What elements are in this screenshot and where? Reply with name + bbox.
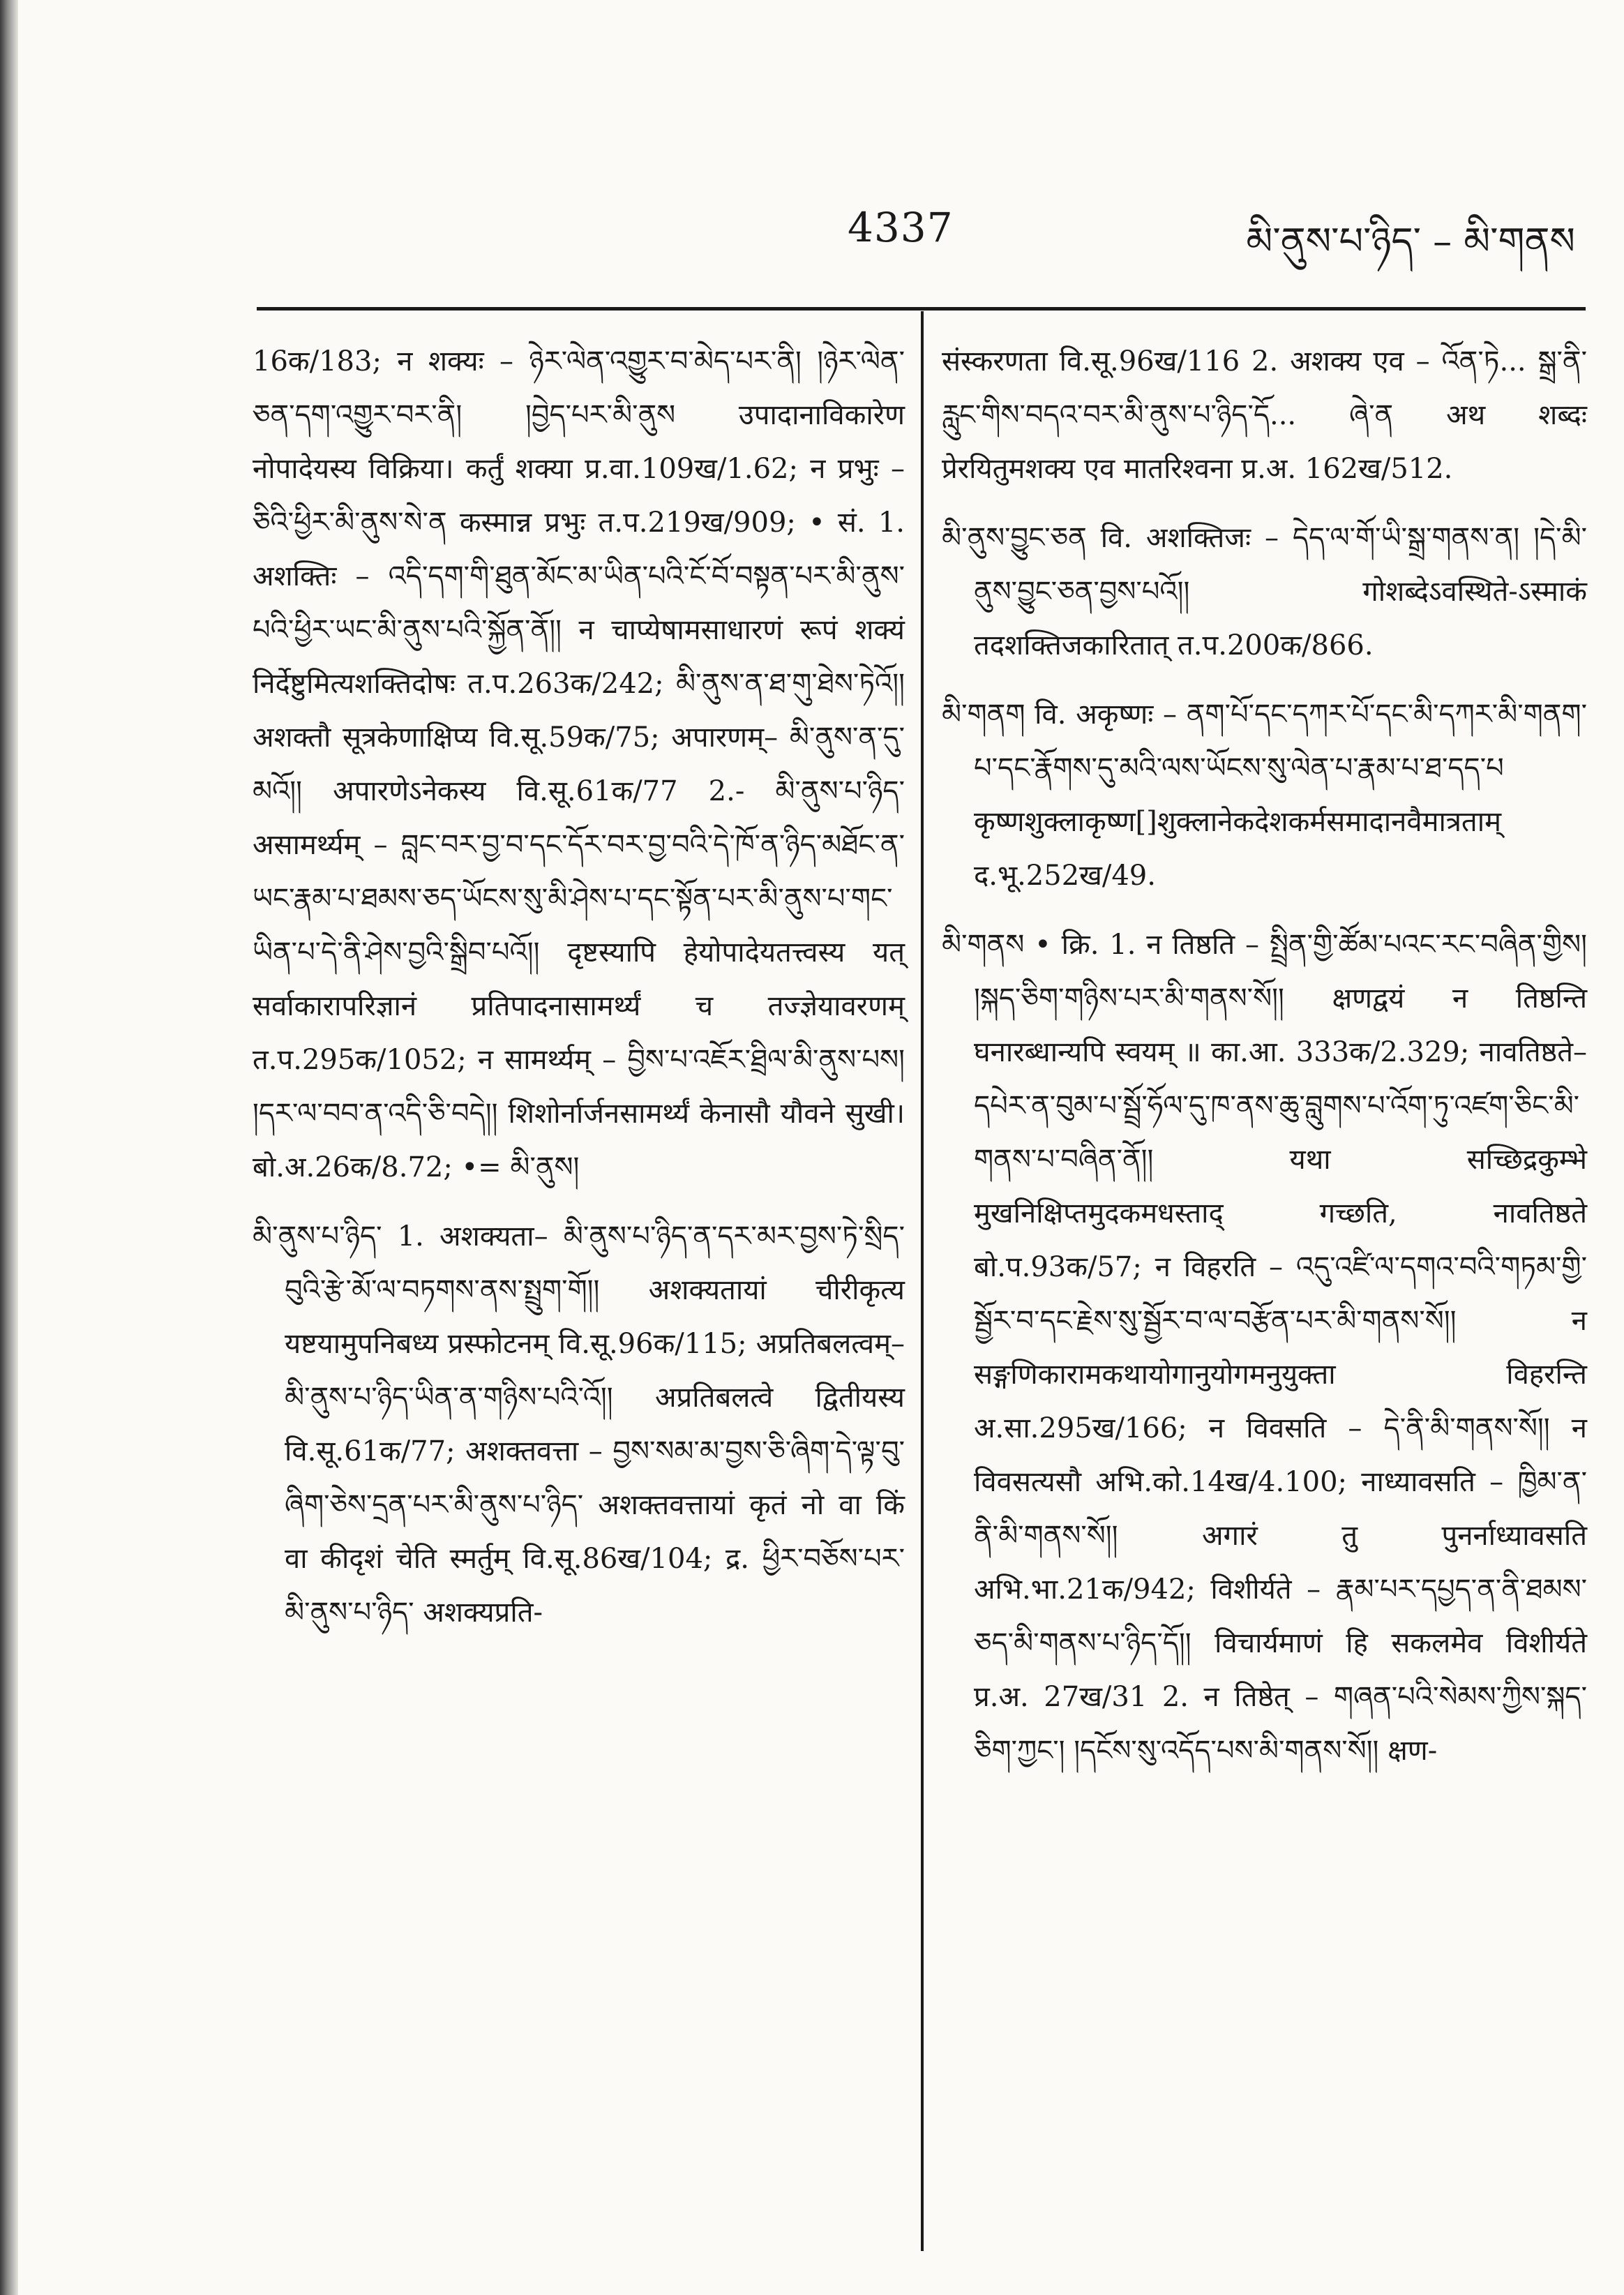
dictionary-entry: མི་གནས • क्रि. 1. न तिष्ठति – སྤྲིན་གྱི་ཚོམ་པའང་རང་བཞིན་གྱིས། །སྐད་ཅིག་གཉིས་པར་མི་གནས་སོ།། क्षणद्वयं न तिष्ठन्ति घनारब्धान्यपि स्वयम् ॥ का.आ. 333क/2.329; नावतिष्ठते– དཔེར་ན་བུམ་པ་སྦྲོ་ཧོལ་དུ་ཁ་ནས་ཆུ་བླུགས་པ་འོག་ཏུ་འཛག་ཅིང་མི་གནས་པ་བཞིན་ནོ།། यथा सच्छिद्रकुम्भे मुखनिक्षिप्तमुदकमधस्ताद् गच्छति, नावतिष्ठते बो.प.93क/57; न विहरति – འདུ་འཛི་ལ་དགའ་བའི་གཏམ་གྱི་སྦྱོར་བ་དང་རྗེས་སུ་སྦྱོར་བ་ལ་བརྩོན་པར་མི་གནས་སོ།། न सङ्गणिकारामकथायोगानुयोगमनुयुक्ता विहरन्ति अ.सा.295ख/166; न विवसति – དེ་ནི་མི་གནས་སོ།། न विवसत्यसौ अभि.को.14ख/4.100; नाध्यावसति – ཁྱིམ་ན་ནི་མི་གནས་སོ།། अगारं तु पुनर्नाध्यावसति अभि.भा.21क/942; विशीर्यते – རྣམ་པར་དཔྱད་ན་ནི་ཐམས་ཅད་མི་གནས་པ་ཉིད་དོ།། विचार्यमाणं हि सकलमेव विशीर्यते प्र.अ. 27ख/31 2. न तिष्ठेत् – གཞན་པའི་སེམས་ཀྱིས་སྐད་ཅིག་ཀྱང་། །དངོས་སུ་འདོད་པས་མི་གནས་སོ།། क्षण- (942, 929, 1587, 1767)
dictionary-entry: མི་ནུས་བྱུང་ཅན वि. अशक्तिजः – དེད་ལ་གོ་ཡི་སྒྲ་གནས་ན། །དེ་མི་ནུས་བྱུང་ཅན་བྱས་པའོ།། गोशब्देऽवस्थिते-ऽस्माकं तदशक्तिजकारितात् त.प.200क/866. (942, 522, 1587, 661)
dictionary-entry: མི་ནུས་པ་ཉིད་ 1. अशक्यता– མི་ནུས་པ་ཉིད་ན་དར་མར་བྱས་ཏེ་སྲིད་བུའི་རྩེ་མོ་ལ་བཏགས་ནས་སྤྲུག་གོ།། अशक्यतायां चीरीकृत्य यष्टयामुपनिबध्य प्रस्फोटनम् वि.सू.96क/115; अप्रतिबलत्वम्– མི་ནུས་པ་ཉིད་ཡིན་ན་གཉིས་པའི་འོ།། अप्रतिबलत्वे द्वितीयस्य वि.सू.61क/77; अशक्तवत्ता – བྱས་སམ་མ་བྱས་ཅི་ཞིག་དེ་ལྟ་བུ་ཞིག་ཅེས་དྲན་པར་མི་ནུས་པ་ཉིད་ अशक्तवत्तायां कृतं नो वा किं वा कीदृशं चेति स्मर्तुम् वि.सू.86ख/104; द्र. ཕྱིར་བཅོས་པར་མི་ནུས་པ་ཉིད་ अशक्यप्रति- (253, 1220, 905, 1629)
page-binding-edge (0, 0, 18, 2295)
page-number: 4337 (848, 204, 954, 251)
running-head: མི་ནུས་པ་ཉིད་ – མི་གནས (1246, 219, 1575, 263)
right-column (942, 335, 1587, 1793)
header-rule (257, 307, 1586, 311)
column-divider (921, 311, 924, 2251)
dictionary-entry: མི་གནག वि. अकृष्णः – ནག་པོ་དང་དཀར་པོ་དང་མི་དཀར་མི་གནག་པ་དང་རྣོགས་དུ་མའི་ལས་ཡོངས་སུ་ལེན་པ་རྣམ་པ་ཐ་དད་པ कृष्णशुक्लाकृष्ण[]शुक्लानेकदेशकर्मसमादानवैमात्रताम् द.भू.252ख/49. (942, 698, 1587, 892)
dictionary-entry: 16क/183; न शक्यः – ཉེར་ལེན་འགྱུར་བ་མེད་པར་ནི། །ཉེར་ལེན་ཅན་དག་འགྱུར་བར་ནི། །བྱེད་པར་མི་ནུས उपादानाविकारेण नोपादेयस्य विक्रिया। कर्तुं शक्या प्र.वा.109ख/1.62; न प्रभुः – ཅིའི་ཕྱིར་མི་ནུས་སེ་ན कस्मान्न प्रभुः त.प.219ख/909; • सं. 1. अशक्तिः – འདི་དག་གི་ཐུན་མོང་མ་ཡིན་པའི་ངོ་བོ་བསྟན་པར་མི་ནུས་པའི་ཕྱིར་ཡང་མི་ནུས་པའི་སྐྱོན་ནོ།། न चाप्येषामसाधारणं रूपं शक्यं निर्देष्टुमित्यशक्तिदोषः त.प.263क/242; མི་ནུས་ན་ཐ་གུ་ཐེས་ཏེའོ།། अशक्तौ सूत्रकेणाक्षिप्य वि.सू.59क/75; अपारणम्– མི་ནུས་ན་དུ་མའོ།། अपारणेऽनेकस्य वि.सू.61क/77 2.- མི་ནུས་པ་ཉིད་ असामर्थ्यम् – བླང་བར་བྱ་བ་དང་དོར་བར་བྱ་བའི་དེ་ཁོ་ན་ཉིད་མཐོང་ན་ཡང་རྣམ་པ་ཐམས་ཅད་ཡོངས་སུ་མི་ཤེས་པ་དང་སྟོན་པར་མི་ནུས་པ་གང་ཡིན་པ་དེ་ནི་ཤེས་བྱའི་སྒྲིབ་པའོ།། दृष्टस्यापि हेयोपादेयतत्त्वस्य यत् सर्वाकारापरिज्ञानं प्रतिपादनासामर्थ्यं च तज्ज्ञेयावरणम् त.प.295क/1052; न सामर्थ्यम् – བྱིས་པ་འཇོར་ཐྲིལ་མི་ནུས་པས། །དར་ལ་བབ་ན་འདི་ཅི་བདེ།། शिशोर्नार्जनसामर्थ्यं केनासौ यौवने सुखी। बो.अ.26क/8.72; •= མི་ནུས། (253, 345, 905, 1183)
dictionary-entry: संस्करणता वि.सू.96ख/116 2. अशक्य एव – འོན་ཏེ... སྒྲ་ནི་རླུང་གིས་བདའ་བར་མི་ནུས་པ་ཉིད་དོ... ཞེ་ན अथ शब्दः प्रेरयितुमशक्य एव मातरिश्वना प्र.अ. 162ख/512. (942, 345, 1587, 485)
left-column (253, 335, 905, 1655)
